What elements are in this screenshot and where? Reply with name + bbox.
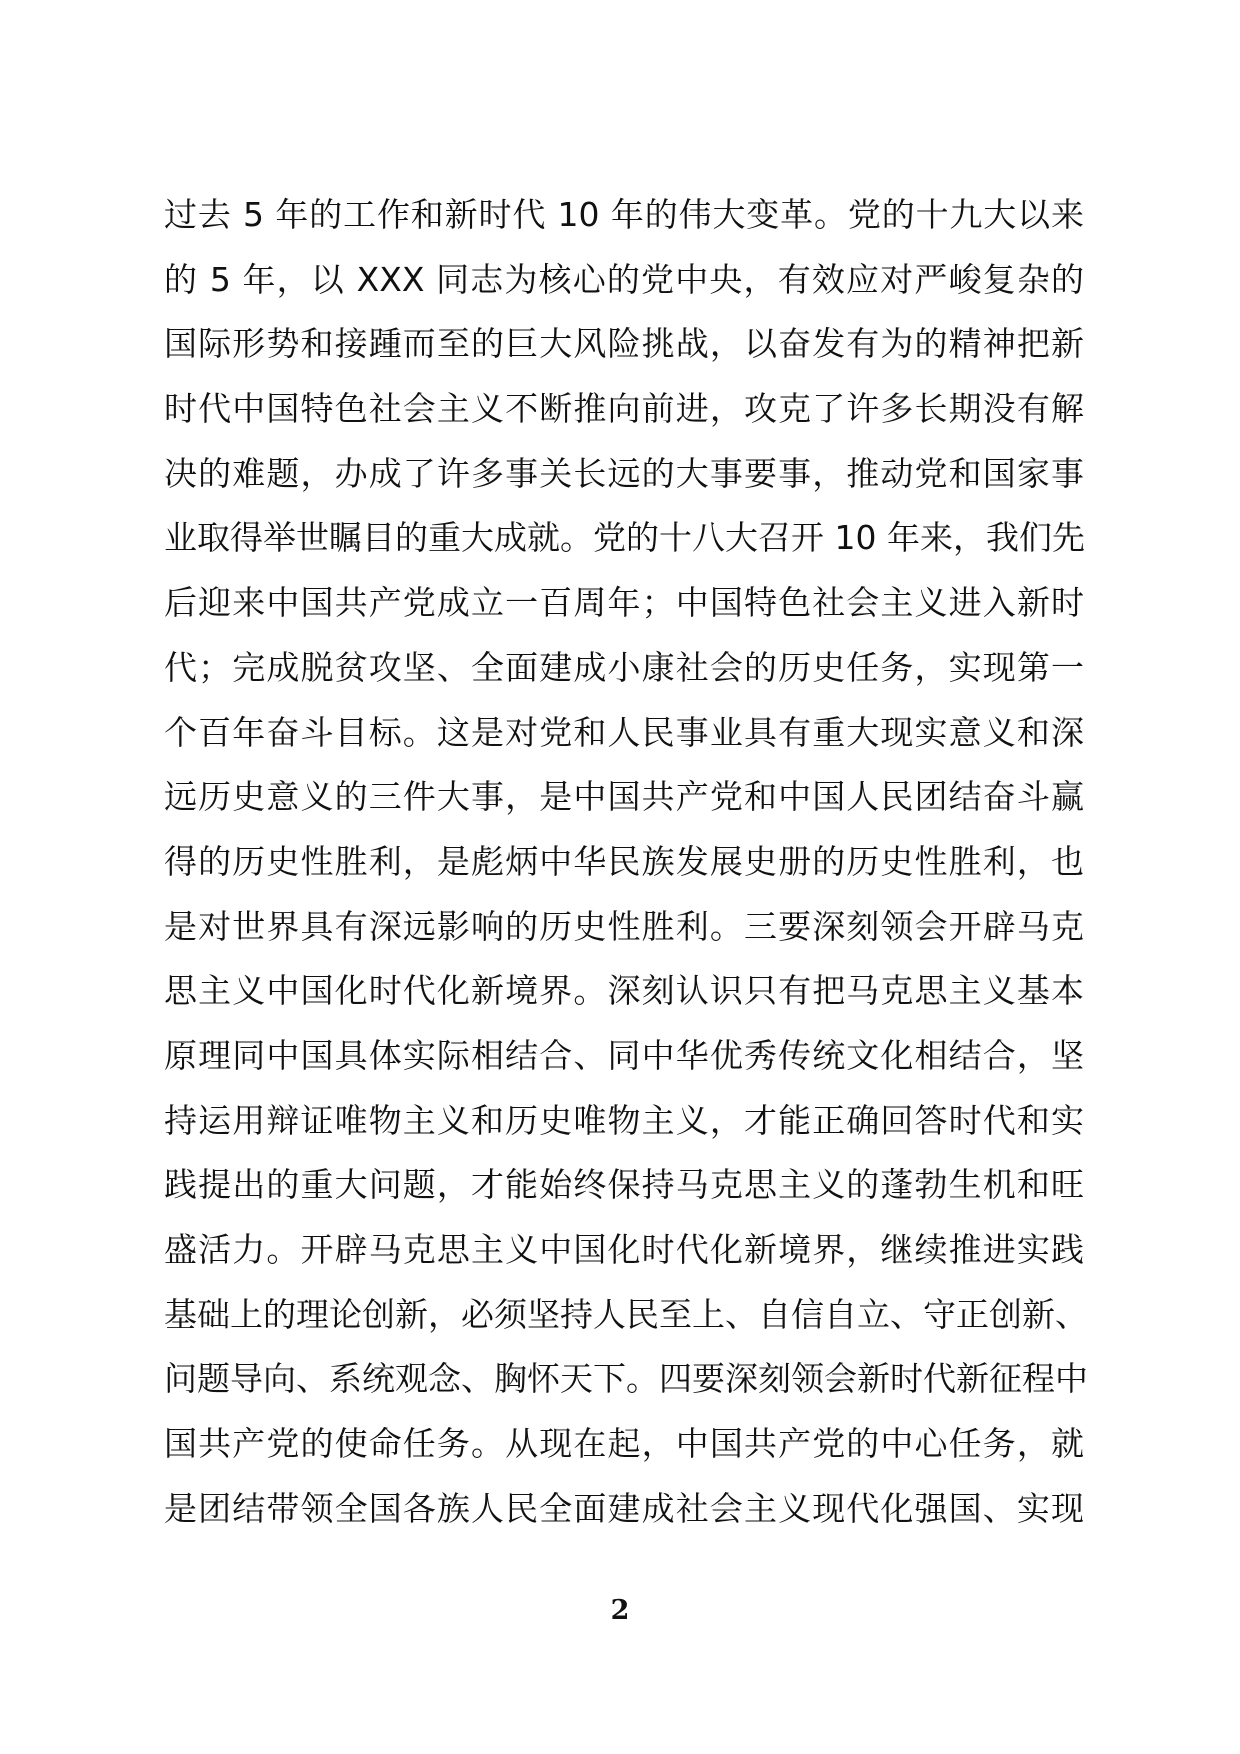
text-line: 持运用辩证唯物主义和历史唯物主义，才能正确回答时代和实 [164,1100,1084,1140]
text-line: 决的难题，办成了许多事关长远的大事要事，推动党和国家事 [164,453,1084,493]
body-paragraph [164,183,1088,1541]
text-line: 践提出的重大问题，才能始终保持马克思主义的蓬勃生机和旺 [164,1165,1084,1205]
text-line: 远历史意义的三件大事，是中国共产党和中国人民团结奋斗赢 [164,777,1084,817]
text-line: 代；完成脱贫攻坚、全面建成小康社会的历史任务，实现第一 [164,647,1084,687]
text-line: 问题导向、系统观念、胸怀天下。四要深刻领会新时代新征程中 [164,1359,1088,1399]
text-line: 得的历史性胜利，是彪炳中华民族发展史册的历史性胜利，也 [164,841,1084,881]
text-line: 的 5 年，以 XXX 同志为核心的党中央，有效应对严峻复杂的 [164,259,1084,299]
text-line: 个百年奋斗目标。这是对党和人民事业具有重大现实意义和深 [164,712,1084,752]
text-line: 是对世界具有深远影响的历史性胜利。三要深刻领会开辟马克 [164,906,1084,946]
text-line: 国共产党的使命任务。从现在起，中国共产党的中心任务，就 [164,1424,1084,1464]
text-line: 国际形势和接踵而至的巨大风险挑战，以奋发有为的精神把新 [164,324,1084,364]
text-line: 业取得举世瞩目的重大成就。党的十八大召开 10 年来，我们先 [164,518,1085,558]
text-line: 过去 5 年的工作和新时代 10 年的伟大变革。党的十九大以来 [164,195,1084,234]
text-line: 原理同中国具体实际相结合、同中华优秀传统文化相结合，坚 [164,1035,1084,1075]
text-line: 时代中国特色社会主义不断推向前进，攻克了许多长期没有解 [164,389,1084,429]
text-line: 是团结带领全国各族人民全面建成社会主义现代化强国、实现 [164,1488,1084,1528]
text-line: 后迎来中国共产党成立一百周年；中国特色社会主义进入新时 [164,583,1084,623]
text-line: 思主义中国化时代化新境界。深刻认识只有把马克思主义基本 [164,971,1084,1011]
page-number: 2 [610,1595,630,1626]
text-line: 基础上的理论创新，必须坚持人民至上、自信自立、守正创新、 [164,1294,1088,1334]
text-line: 盛活力。开辟马克思主义中国化时代化新境界，继续推进实践 [164,1230,1084,1269]
